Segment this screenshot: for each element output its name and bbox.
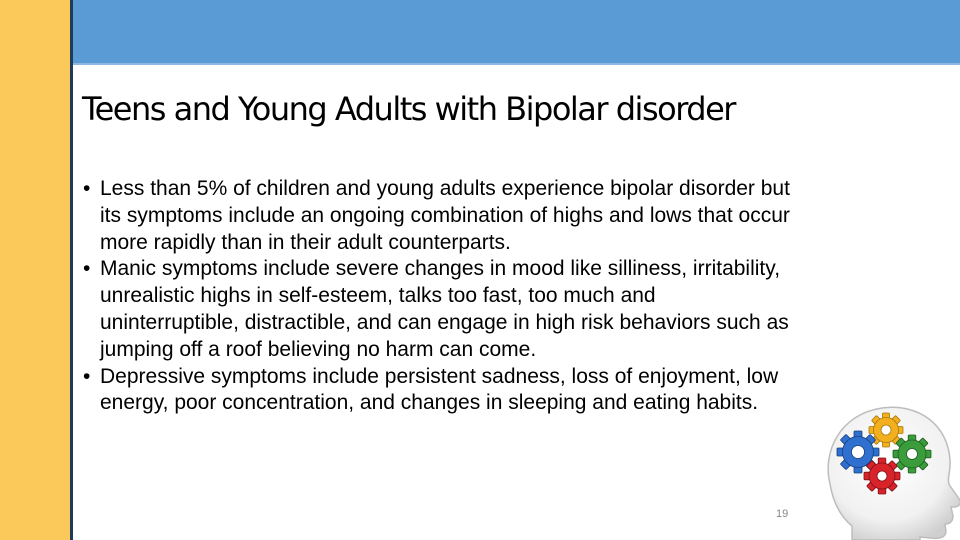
left-accent-bar [0,0,70,540]
green-gear [893,435,931,473]
bullet-marker: • [83,364,91,388]
bullet-text-2: Manic symptoms include severe changes in mood like silliness, irritability, unrealistic highs in self-esteem, talks too fast, too much and uninterruptible, distractible, and can engage in high risk behaviors such as jumping off a roof believing no harm can come. [100,257,789,361]
head-with-gears-icon [812,392,960,540]
page-number: 19 [776,508,789,520]
bullet-item-1 [76,176,796,256]
slide-title: Teens and Young Adults with Bipolar disorder [82,90,735,128]
bullet-text-3: Depressive symptoms include persistent sadness, loss of enjoyment, low energy, poor concentration, and changes in sleeping and eating habits. [100,364,779,415]
bullet-item-3 [76,364,796,418]
left-accent-bar-edge [70,0,73,540]
red-gear [864,458,900,494]
bullet-list [76,176,796,417]
top-header-band-line [73,63,960,65]
bullet-text-1: Less than 5% of children and young adults experience bipolar disorder but its symptoms include an ongoing combination of highs and lows that occur more rapidly than in their adult counterparts. [100,177,790,254]
top-header-band [73,0,960,63]
bullet-marker: • [83,257,91,281]
bullet-item-2 [76,256,796,363]
bullet-marker: • [83,177,91,200]
